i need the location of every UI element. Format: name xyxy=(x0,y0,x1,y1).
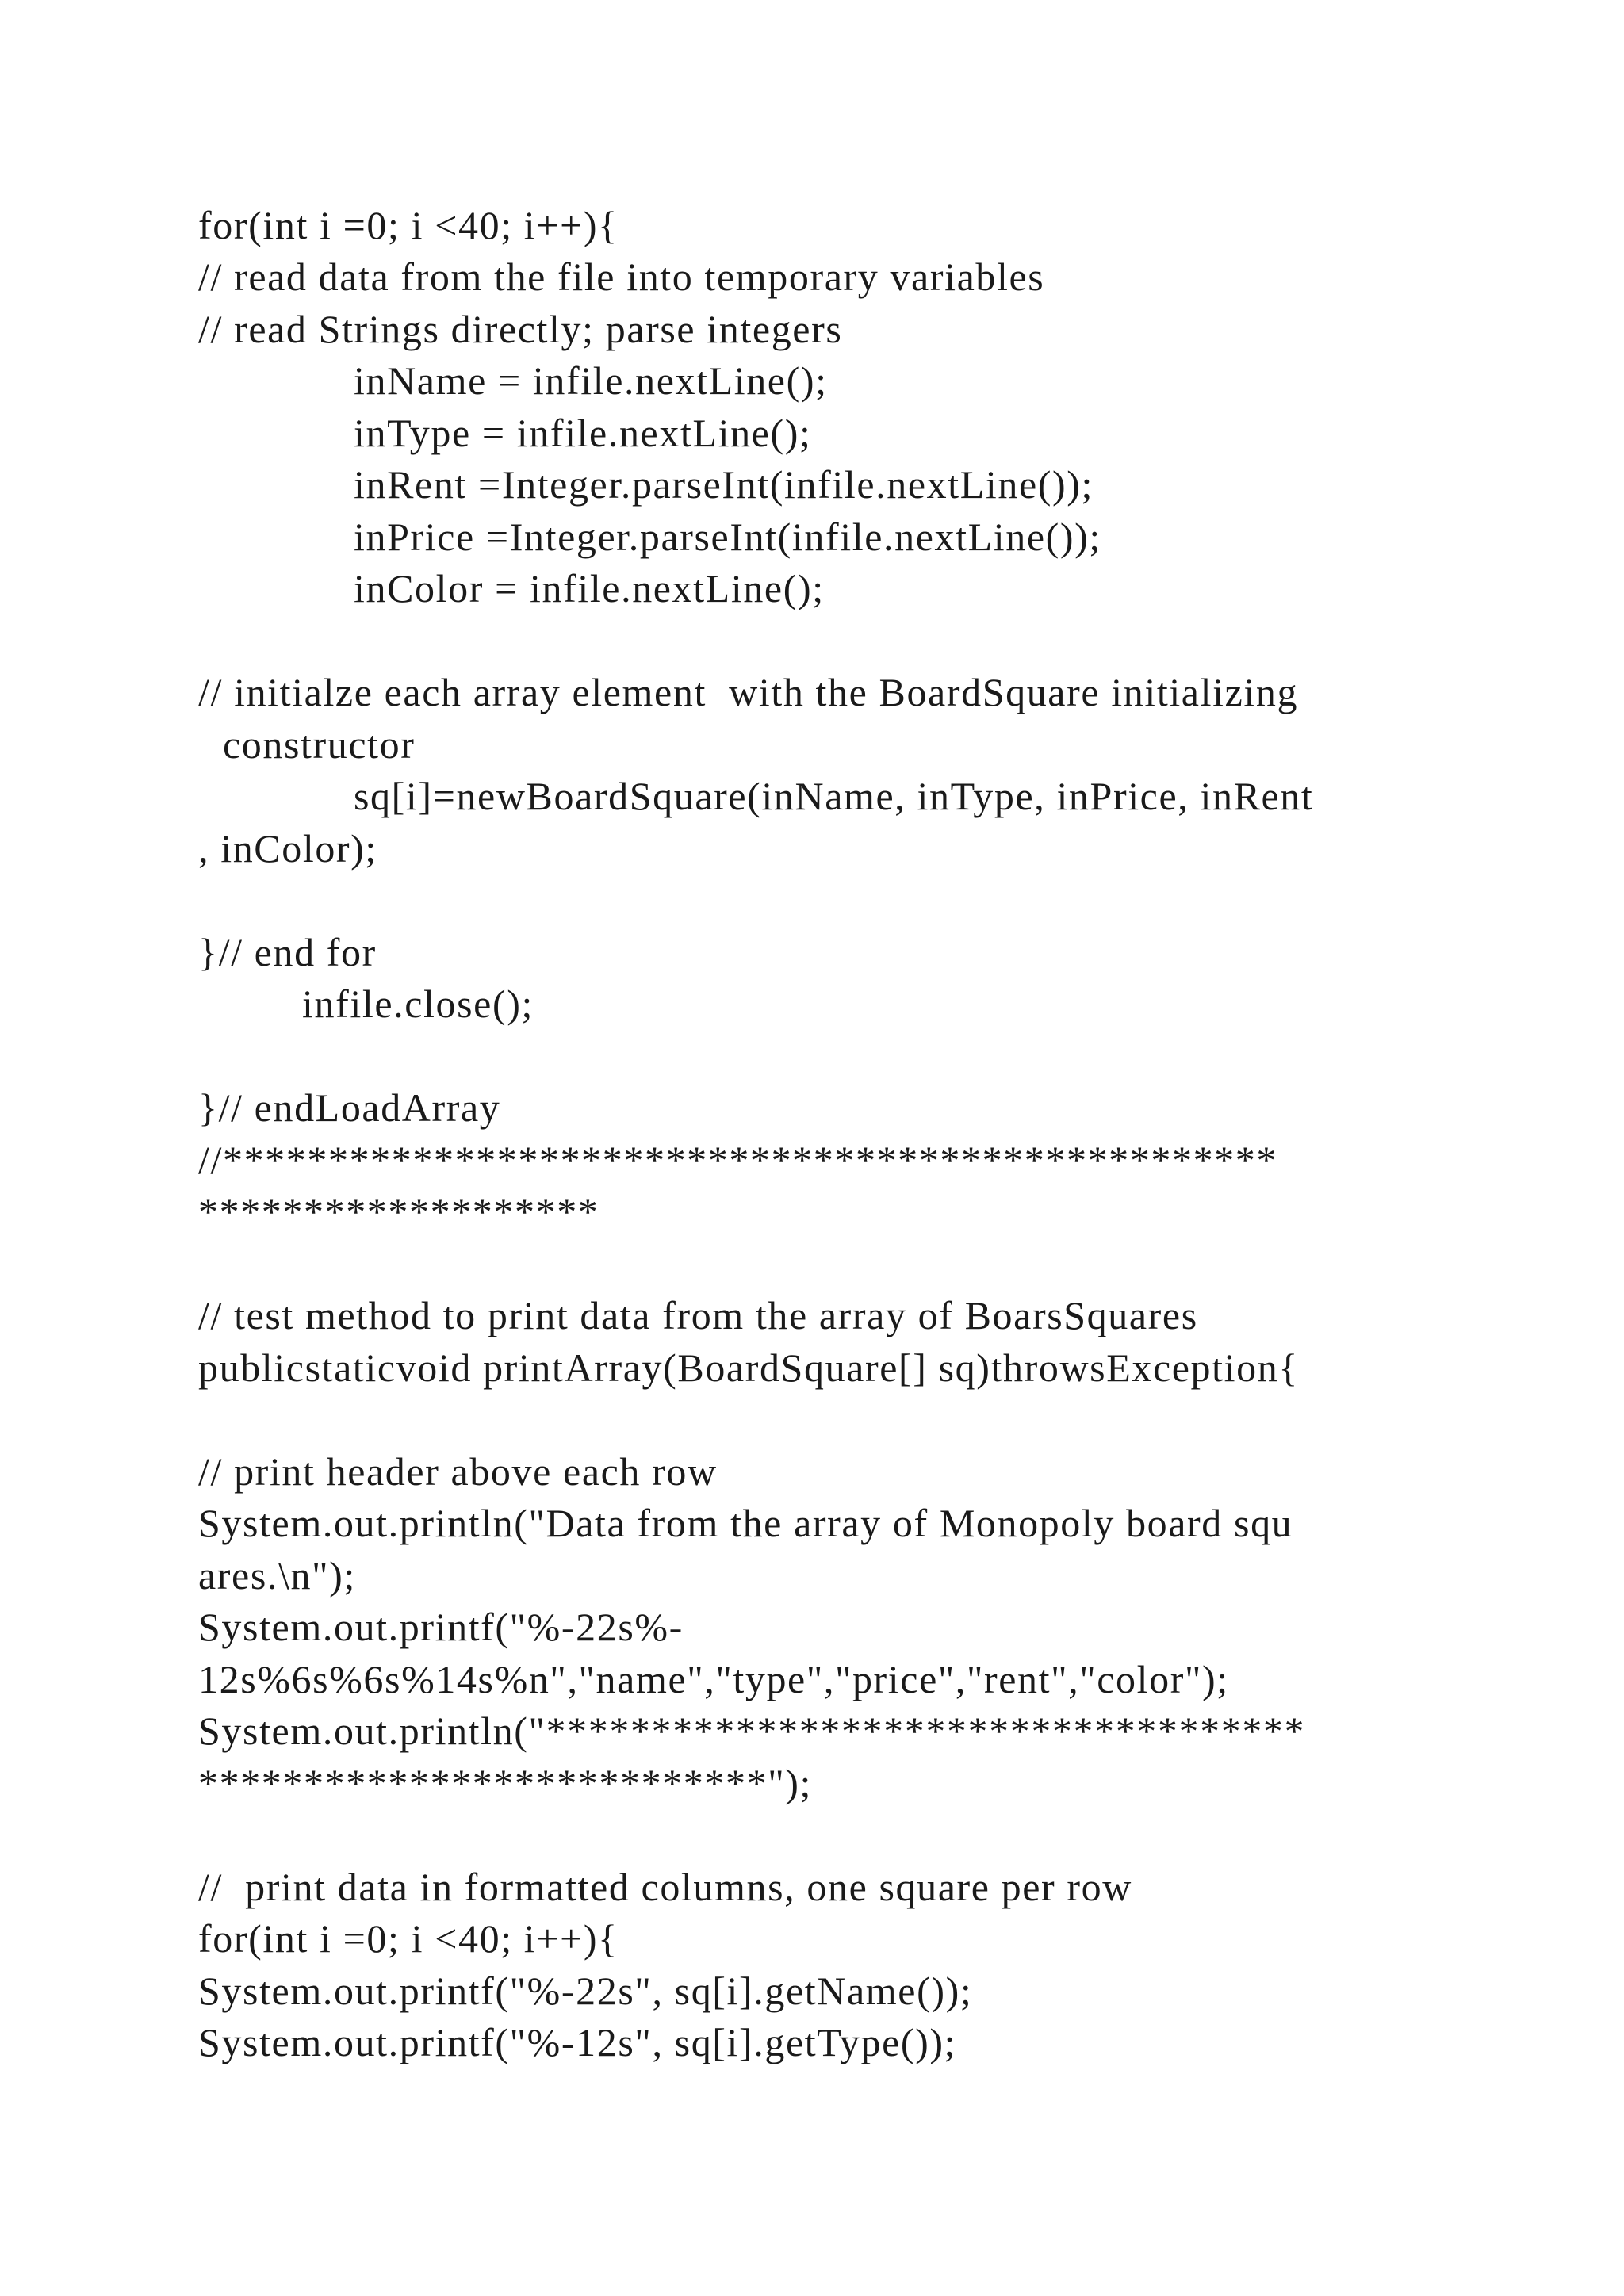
code-line: sq[i]=newBoardSquare(inName, inType, inPrice, inRent xyxy=(354,774,1314,818)
code-comment: // read data from the file into temporary variables xyxy=(198,254,1045,299)
code-line: }// end for xyxy=(198,930,377,974)
code-line: ares.\n"); xyxy=(198,1553,356,1598)
code-line: inPrice =Integer.parseInt(infile.nextLine()); xyxy=(354,515,1101,559)
code-line: System.out.printf("%-22s", sq[i].getName()); xyxy=(198,1969,973,2013)
code-comment: // print header above each row xyxy=(198,1449,718,1494)
code-line: publicstaticvoid printArray(BoardSquare[] sq)throwsException{ xyxy=(198,1345,1299,1390)
code-line: inName = infile.nextLine(); xyxy=(354,358,828,403)
code-comment: constructor xyxy=(223,722,416,767)
code-line: System.out.println("************************************ xyxy=(198,1709,1306,1753)
code-line: for(int i =0; i <40; i++){ xyxy=(198,203,619,247)
code-line: System.out.printf("%-12s", sq[i].getType()); xyxy=(198,2020,957,2064)
code-line: ***************************"); xyxy=(198,1761,812,1805)
code-line: inColor = infile.nextLine(); xyxy=(354,566,825,610)
code-comment: ******************* xyxy=(198,1189,599,1234)
code-line: infile.close(); xyxy=(302,982,534,1026)
code-line: }// endLoadArray xyxy=(198,1085,501,1130)
code-line: inType = infile.nextLine(); xyxy=(354,411,812,455)
code-line: 12s%6s%6s%14s%n","name","type","price","rent","color"); xyxy=(198,1657,1229,1701)
code-comment: // print data in formatted columns, one square per row xyxy=(198,1865,1132,1909)
code-comment: //************************************************** xyxy=(198,1138,1277,1182)
code-line: , inColor); xyxy=(198,826,377,871)
code-line: System.out.printf("%-22s%- xyxy=(198,1605,684,1649)
code-comment: // test method to print data from the array of BoarsSquares xyxy=(198,1293,1198,1337)
code-comment: // initialze each array element with the BoardSquare initializing xyxy=(198,670,1299,714)
code-line: System.out.println("Data from the array of Monopoly board squ xyxy=(198,1501,1293,1545)
code-line: inRent =Integer.parseInt(infile.nextLine()); xyxy=(354,462,1094,507)
code-line: for(int i =0; i <40; i++){ xyxy=(198,1916,619,1961)
code-comment: // read Strings directly; parse integers xyxy=(198,307,843,351)
